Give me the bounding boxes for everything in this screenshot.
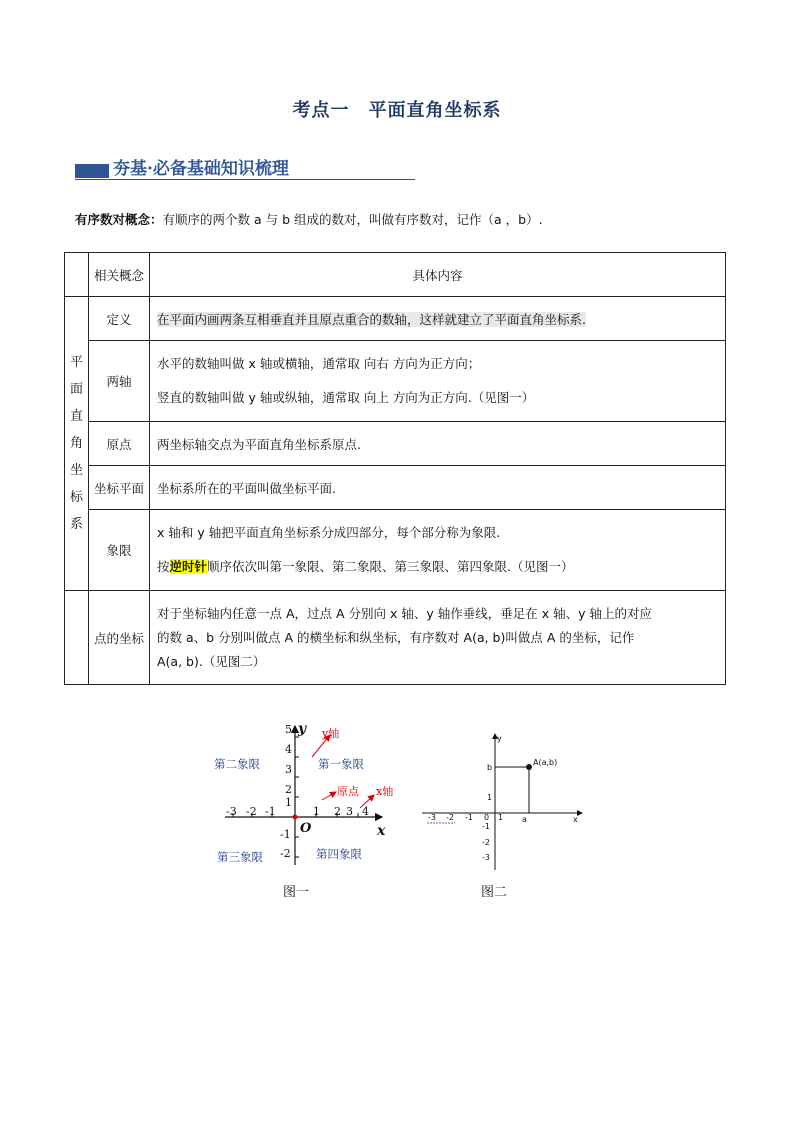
figure-one-coordinate-diagram: [205, 715, 405, 880]
fig1-origin-label: 原点: [337, 785, 359, 798]
fig1-quadrant-4: 第四象限: [316, 847, 362, 861]
group-empty-cell: [65, 591, 89, 685]
concept-quadrant: 象限: [89, 510, 150, 591]
content-quadrant: x 轴和 y 轴把平面直角坐标系分成四部分，每个部分称为象限. 按逆时针顺序依次叫第一象限、第二象限、第三象限、第四象限.（见图一）: [150, 510, 726, 591]
fig1-y-label: y: [298, 721, 307, 737]
fig1-ytick: 4: [285, 743, 292, 756]
header-content: 具体内容: [150, 253, 726, 297]
fig1-ytick: -1: [280, 828, 291, 841]
highlight-counterclockwise: 逆时针: [169, 559, 208, 574]
fig1-xtick: -1: [265, 805, 276, 818]
table-row: [65, 341, 726, 422]
fig2-point-a: [526, 764, 532, 770]
fig2-a-label: a: [522, 815, 527, 824]
intro-paragraph: [75, 210, 543, 228]
fig1-xtick: 3: [346, 805, 353, 818]
fig1-ytick: 1: [285, 796, 292, 809]
fig1-xtick: -3: [226, 805, 237, 818]
fig2-ytick: -3: [482, 853, 490, 862]
heading-bar-icon: [75, 164, 109, 178]
fig1-ytick: -2: [280, 847, 291, 860]
fig1-x-label: x: [377, 823, 386, 839]
fig1-ytick: 3: [285, 763, 292, 776]
fig1-ytick: 2: [285, 783, 292, 796]
table-row: [65, 510, 726, 591]
intro-text: 有顺序的两个数 a 与 b 组成的数对，叫做有序数对，记作（a ，b）.: [162, 212, 543, 227]
figure-two-caption: 图二: [481, 885, 508, 900]
header-empty-cell: [65, 253, 89, 297]
fig2-xtick: 1: [498, 813, 504, 822]
group-label: 平 面 直 角 坐 标 系: [69, 355, 83, 532]
fig2-y-label: y: [497, 734, 502, 743]
group-label-cell: [65, 297, 89, 591]
concept-table: [64, 252, 726, 685]
concept-definition: 定义: [89, 297, 150, 341]
fig1-origin-letter: O: [300, 821, 312, 836]
heading-underline: [75, 179, 415, 180]
header-concept: 相关概念: [89, 253, 150, 297]
fig1-ytick: 5: [285, 723, 292, 736]
fig1-quadrant-3: 第三象限: [217, 850, 263, 864]
fig1-xtick: 2: [334, 805, 341, 818]
concept-point-coordinates: 点的坐标: [89, 591, 150, 685]
fig1-y-arrow-label: y轴: [322, 727, 340, 740]
fig2-b-label: b: [487, 763, 493, 772]
fig2-ytick: 0: [484, 813, 490, 822]
table-row: [65, 591, 726, 685]
fig1-origin-arrow-icon: [322, 792, 336, 800]
table-row: [65, 422, 726, 466]
content-point-coordinates: 对于坐标轴内任意一点 A，过点 A 分别向 x 轴、y 轴作垂线，垂足在 x 轴、y 轴上的对应 的数 a、b 分别叫做点 A 的横坐标和纵坐标，有序数对 A(a, b)叫做点 A 的坐标，记作 A(a, b).（见图二）: [150, 591, 726, 685]
table-header-row: [65, 253, 726, 297]
table-row: [65, 466, 726, 510]
fig2-x-label: x: [573, 815, 578, 824]
intro-label: 有序数对概念：: [75, 212, 163, 227]
content-origin: 两坐标轴交点为平面直角坐标系原点.: [150, 422, 726, 466]
fig1-xtick: 4: [362, 805, 369, 818]
figure-one-caption: 图一: [283, 885, 310, 900]
content-plane: 坐标系所在的平面叫做坐标平面.: [150, 466, 726, 510]
fig1-quadrant-1: 第一象限: [318, 757, 364, 771]
section-heading: [75, 152, 415, 182]
table-row: [65, 297, 726, 341]
fig2-xtick: -3: [428, 813, 436, 822]
fig2-point-label: A(a,b): [533, 758, 558, 767]
content-axes: 水平的数轴叫做 x 轴或横轴，通常取 向右 方向为正方向； 竖直的数轴叫做 y 轴或纵轴，通常取 向上 方向为正方向.（见图一）: [150, 341, 726, 422]
fig2-ytick: -1: [482, 822, 490, 831]
fig1-x-arrow-label: x轴: [376, 785, 394, 798]
fig1-xtick: -2: [246, 805, 257, 818]
content-definition: 在平面内画两条互相垂直并且原点重合的数轴，这样就建立了平面直角坐标系.: [150, 297, 726, 341]
concept-axes: 两轴: [89, 341, 150, 422]
fig2-xtick: -2: [446, 813, 454, 822]
fig1-xtick: 1: [313, 805, 320, 818]
figure-two-coordinate-diagram: [420, 728, 600, 873]
concept-plane: 坐标平面: [89, 466, 150, 510]
page-title: 考点一 平面直角坐标系: [292, 100, 502, 121]
fig2-ytick: 1: [487, 793, 493, 802]
fig1-quadrant-2: 第二象限: [214, 757, 260, 771]
fig1-origin-dot: [293, 815, 298, 820]
fig2-ytick: -2: [482, 838, 490, 847]
section-heading-text: 夯基·必备基础知识梳理: [113, 159, 289, 179]
concept-origin: 原点: [89, 422, 150, 466]
fig2-xtick: -1: [465, 813, 473, 822]
